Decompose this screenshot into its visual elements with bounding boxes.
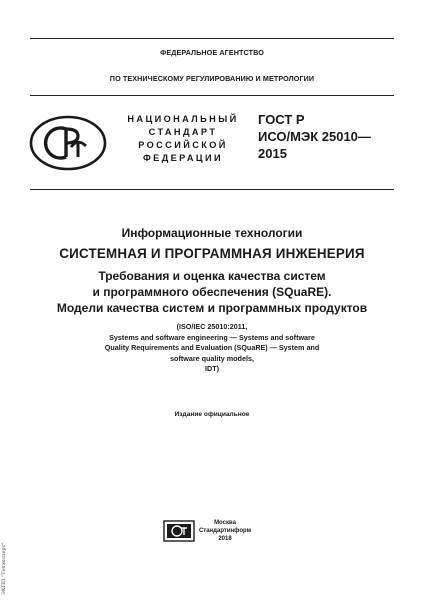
lower-rule bbox=[30, 189, 394, 190]
middle-rule bbox=[30, 95, 394, 96]
title-field: Информационные технологии bbox=[121, 226, 303, 240]
gost-r-emblem-icon bbox=[28, 114, 108, 172]
top-rule bbox=[30, 38, 394, 39]
standard-word-federation: ФЕДЕРАЦИИ bbox=[142, 153, 224, 163]
subtitle bbox=[0, 268, 424, 316]
agency-name-line1: ФЕДЕРАЛЬНОЕ АГЕНТСТВО bbox=[160, 48, 264, 57]
intl-ref-line1: (ISO/IEC 25010:2011, bbox=[176, 322, 248, 331]
designation-line2: ИСО/МЭК 25010— bbox=[258, 129, 371, 144]
publisher-city: Москва bbox=[214, 520, 236, 526]
designation-line3: 2015 bbox=[258, 146, 287, 161]
edition-label: Издание официальное bbox=[174, 411, 250, 418]
subtitle-line3: Модели качества систем и программных продуктов bbox=[56, 301, 368, 315]
intl-ref-line4: software quality models, bbox=[170, 353, 254, 363]
intl-ref-line2: Systems and software engineering — Systems and software bbox=[109, 332, 315, 342]
international-reference bbox=[0, 322, 424, 375]
publisher-block bbox=[198, 520, 252, 543]
title-main: СИСТЕМНАЯ И ПРОГРАММНАЯ ИНЖЕНЕРИЯ bbox=[59, 246, 365, 261]
standard-word-national: НАЦИОНАЛЬНЫЙ bbox=[127, 114, 239, 124]
intl-ref-line3: Quality Requirements and Evaluation (SQuaRE) — System and bbox=[104, 343, 320, 353]
standard-word-standard: СТАНДАРТ bbox=[148, 127, 218, 137]
standard-word-russian: РОССИЙСКОЙ bbox=[138, 140, 228, 150]
standartinform-logo-icon bbox=[163, 520, 195, 542]
intl-ref-line5: IDT) bbox=[205, 364, 219, 374]
designation-line1: ГОСТ Р bbox=[258, 112, 305, 127]
side-identifier: ЭКПП "Техэксперт" bbox=[1, 542, 7, 595]
publisher-name: Стандартинформ bbox=[198, 527, 252, 534]
agency-name-line2: ПО ТЕХНИЧЕСКОМУ РЕГУЛИРОВАНИЮ И МЕТРОЛОГИИ bbox=[109, 74, 315, 83]
subtitle-line2: и программного обеспечения (SQuaRE). bbox=[92, 285, 332, 299]
publisher-year: 2018 bbox=[218, 535, 232, 542]
subtitle-line1: Требования и оценка качества систем bbox=[98, 269, 326, 283]
